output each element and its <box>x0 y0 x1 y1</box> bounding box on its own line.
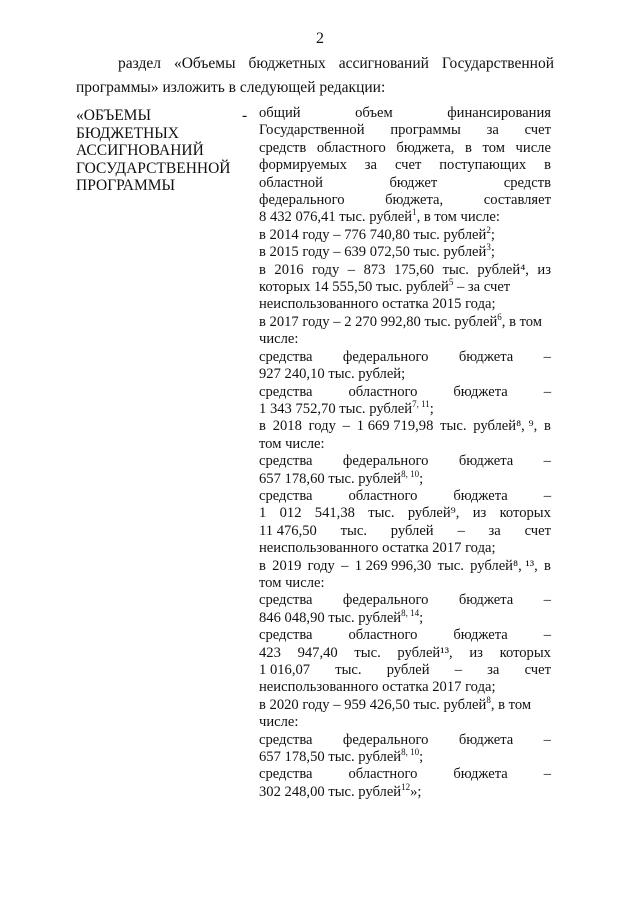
footnote-mark: 8, 10 <box>401 468 420 479</box>
word: в <box>259 261 266 278</box>
word: в <box>259 557 266 574</box>
word: тыс. <box>442 261 469 278</box>
text-part: 657 178,60 тыс. рублей <box>259 470 402 487</box>
text-part: , в том числе: <box>416 209 500 226</box>
word: которых <box>499 505 551 522</box>
heading-dash: - <box>242 107 248 124</box>
word: бюджета <box>458 731 514 748</box>
section-heading <box>76 107 246 195</box>
word: – <box>457 522 465 539</box>
text-line <box>259 694 551 714</box>
footnote-mark: 5 <box>448 277 454 288</box>
footnote-mark: 7, 11 <box>412 399 430 410</box>
footnote-mark: 8 <box>486 694 491 705</box>
intro-line-2: программы» изложить в следующей редакции: <box>76 79 386 96</box>
word: из <box>537 261 551 278</box>
text-part: – за счет <box>453 279 511 296</box>
heading-line: ПРОГРАММЫ <box>76 177 176 194</box>
word: 2016 <box>274 261 304 278</box>
word: за <box>487 662 500 678</box>
word: областной <box>259 174 323 191</box>
text-line: том числе: <box>259 574 325 591</box>
text-part: в 2020 году – 959 426,50 тыс. рублей <box>259 696 487 713</box>
text-part: ; <box>419 609 424 626</box>
word: тыс. <box>340 522 367 539</box>
page-number: 2 <box>316 30 324 47</box>
text-line: неиспользованного остатка 2015 года; <box>259 296 496 313</box>
word: – <box>543 487 551 504</box>
text-part: в 2015 году – 639 072,50 тыс. рублей <box>259 244 487 261</box>
word: из <box>472 505 487 522</box>
word: федерального <box>342 731 429 748</box>
word: средств <box>259 139 307 156</box>
footnote-mark: 1 <box>412 207 417 218</box>
word: – <box>543 766 551 783</box>
text-line: неиспользованного остатка 2017 года; <box>259 679 496 696</box>
intro-word: Государственной <box>441 55 554 72</box>
word: – <box>543 592 551 609</box>
text-line: 927 240,10 тыс. рублей; <box>259 366 406 383</box>
word: рублей <box>386 662 430 678</box>
word: том <box>482 139 505 156</box>
text-line <box>259 523 551 540</box>
text-line <box>259 627 551 644</box>
footnote-mark: 2 <box>486 224 491 235</box>
text-line: том числе: <box>259 435 325 452</box>
text-line <box>259 279 551 296</box>
word: – <box>543 731 551 748</box>
word: в <box>259 418 266 435</box>
word: формируемых <box>259 157 347 174</box>
text-part: в 2014 году – 776 740,80 тыс. рублей <box>259 226 487 243</box>
word: тыс. <box>437 557 464 574</box>
word: рублей⁸, ⁹, <box>473 418 538 435</box>
word: 1 669 719,98 <box>356 418 434 435</box>
word: году <box>307 557 335 574</box>
word: – <box>454 662 462 678</box>
text-line <box>259 140 551 157</box>
footnote-mark: 6 <box>497 312 502 323</box>
word: 541,38 <box>314 505 355 522</box>
text-line <box>259 262 551 279</box>
text-part: »; <box>410 783 422 800</box>
footnote-mark: 8, 14 <box>401 607 420 618</box>
text-line: числе: <box>259 714 299 731</box>
text-line <box>259 607 551 627</box>
word: тыс. <box>354 644 381 661</box>
word: – <box>347 261 356 278</box>
word: тыс. <box>368 505 395 522</box>
footnote-mark: 12 <box>401 781 411 792</box>
text-line <box>259 662 551 679</box>
text-line <box>259 749 551 766</box>
word: составляет <box>483 192 551 209</box>
footnote-mark: 8, 10 <box>401 747 420 758</box>
word: средства <box>259 453 313 470</box>
word: бюджета, <box>396 139 455 156</box>
word: – <box>543 383 551 400</box>
text-part: ; <box>490 226 495 243</box>
word: в <box>544 157 551 174</box>
word: – <box>543 348 551 365</box>
word: счет <box>524 662 551 678</box>
text-line <box>259 401 551 418</box>
text-line <box>259 157 551 174</box>
heading-line: АССИГНОВАНИЙ <box>76 142 204 159</box>
word: средства <box>259 487 313 504</box>
word: бюджета <box>453 487 508 504</box>
word: в <box>465 139 472 156</box>
word: числе <box>515 139 551 156</box>
word: бюджета <box>453 766 508 783</box>
intro-word: ассигнований <box>338 55 429 72</box>
text-part: ; <box>419 749 424 766</box>
text-line <box>259 209 551 226</box>
word: бюджета <box>453 383 508 400</box>
word: рублей⁴, <box>477 261 529 278</box>
word: федерального <box>342 592 429 609</box>
word: счет <box>524 522 551 539</box>
text-line <box>259 558 551 575</box>
word: 1 016,07 <box>259 662 311 678</box>
word: бюджет <box>389 174 438 191</box>
word: программы <box>390 122 461 139</box>
word: за <box>486 122 499 139</box>
word: объем <box>355 105 393 121</box>
heading-line: ГОСУДАРСТВЕННОЙ <box>76 159 231 177</box>
word: рублей¹³, <box>397 644 453 661</box>
word: общий <box>259 105 301 121</box>
word: бюджета <box>458 348 514 365</box>
text-line: неиспользованного остатка 2017 года; <box>259 540 496 557</box>
word: 2018 <box>272 418 302 435</box>
word: бюджета <box>453 627 508 644</box>
word: 11 476,50 <box>259 522 317 539</box>
intro-word: «Объемы <box>173 55 236 72</box>
word: областного <box>348 766 418 783</box>
word: за <box>488 522 501 539</box>
word: – <box>543 453 551 470</box>
text-part: 846 048,90 тыс. рублей <box>259 609 402 626</box>
word: – <box>543 627 551 644</box>
word: областного <box>348 627 418 644</box>
word: средств <box>503 174 551 191</box>
text-part: 657 178,50 тыс. рублей <box>259 749 402 766</box>
word: году <box>312 261 340 278</box>
heading-line: БЮДЖЕТНЫХ <box>76 124 179 142</box>
word: поступающих <box>439 157 527 174</box>
word: тыс. <box>335 662 362 678</box>
text-line <box>259 645 551 662</box>
text-line <box>259 192 551 209</box>
word: 1 269 996,30 <box>354 557 432 574</box>
financing-text <box>259 105 551 801</box>
text-line <box>259 122 551 139</box>
word: бюджета <box>458 592 514 609</box>
word: Государственной <box>259 122 365 139</box>
word: 947,40 <box>297 644 338 661</box>
intro-word: раздел <box>118 55 161 72</box>
text-part: ; <box>419 470 424 487</box>
word: областного <box>348 487 418 504</box>
word: федерального <box>342 453 429 470</box>
text-part: в 2017 году – 2 270 992,80 тыс. рублей <box>259 313 498 330</box>
heading-line: «ОБЪЕМЫ <box>76 107 151 124</box>
text-line <box>259 314 551 331</box>
word: – <box>342 418 350 435</box>
text-part: которых 14 555,50 тыс. рублей <box>259 279 449 296</box>
word: которых <box>499 644 551 661</box>
text-line <box>259 418 551 435</box>
word: 012 <box>279 505 302 522</box>
word: 175,60 <box>393 261 435 278</box>
text-line <box>259 224 551 244</box>
footnote-mark: 3 <box>486 242 491 253</box>
word: рублей⁹, <box>407 505 460 522</box>
word: – <box>341 557 349 574</box>
word: счет <box>394 157 422 174</box>
word: средства <box>259 627 313 644</box>
word: 1 <box>259 505 267 522</box>
word: 423 <box>259 644 281 661</box>
text-line <box>259 468 551 488</box>
text-line <box>259 105 551 122</box>
word: средства <box>259 383 313 400</box>
text-part: , в том <box>501 313 543 330</box>
text-line: числе: <box>259 331 299 348</box>
word: в <box>544 557 551 574</box>
word: финансирования <box>447 105 551 121</box>
word: федерального <box>259 192 345 209</box>
intro-line-1 <box>76 53 554 75</box>
word: счет <box>524 122 551 139</box>
word: рублей⁸, ¹³, <box>470 557 538 574</box>
text-part: 302 248,00 тыс. рублей <box>259 783 402 800</box>
word: бюджета, <box>385 192 444 209</box>
text-line <box>259 781 551 801</box>
word: за <box>364 157 378 174</box>
text-line <box>259 175 551 192</box>
word: областного <box>348 383 418 400</box>
text-part: 1 343 752,70 тыс. рублей <box>259 400 413 417</box>
word: из <box>469 644 483 661</box>
text-line <box>259 244 551 261</box>
word: федерального <box>342 348 429 365</box>
word: областного <box>316 139 386 156</box>
word: тыс. <box>440 418 467 435</box>
word: средства <box>259 592 313 609</box>
word: средства <box>259 731 313 748</box>
text-part: ; <box>429 400 434 417</box>
text-line <box>259 505 551 522</box>
word: в <box>544 418 551 435</box>
word: средства <box>259 348 313 365</box>
text-part: 8 432 076,41 тыс. рублей <box>259 209 413 226</box>
word: 873 <box>363 261 386 278</box>
intro-word: бюджетных <box>248 55 326 72</box>
word: рублей <box>390 522 434 539</box>
word: году <box>308 418 336 435</box>
word: средства <box>259 766 313 783</box>
text-line <box>259 488 551 505</box>
text-line <box>259 349 551 366</box>
text-line <box>259 384 551 401</box>
word: бюджета <box>458 453 514 470</box>
word: 2019 <box>272 557 302 574</box>
text-part: , в том <box>490 696 532 713</box>
text-part: ; <box>490 244 495 261</box>
